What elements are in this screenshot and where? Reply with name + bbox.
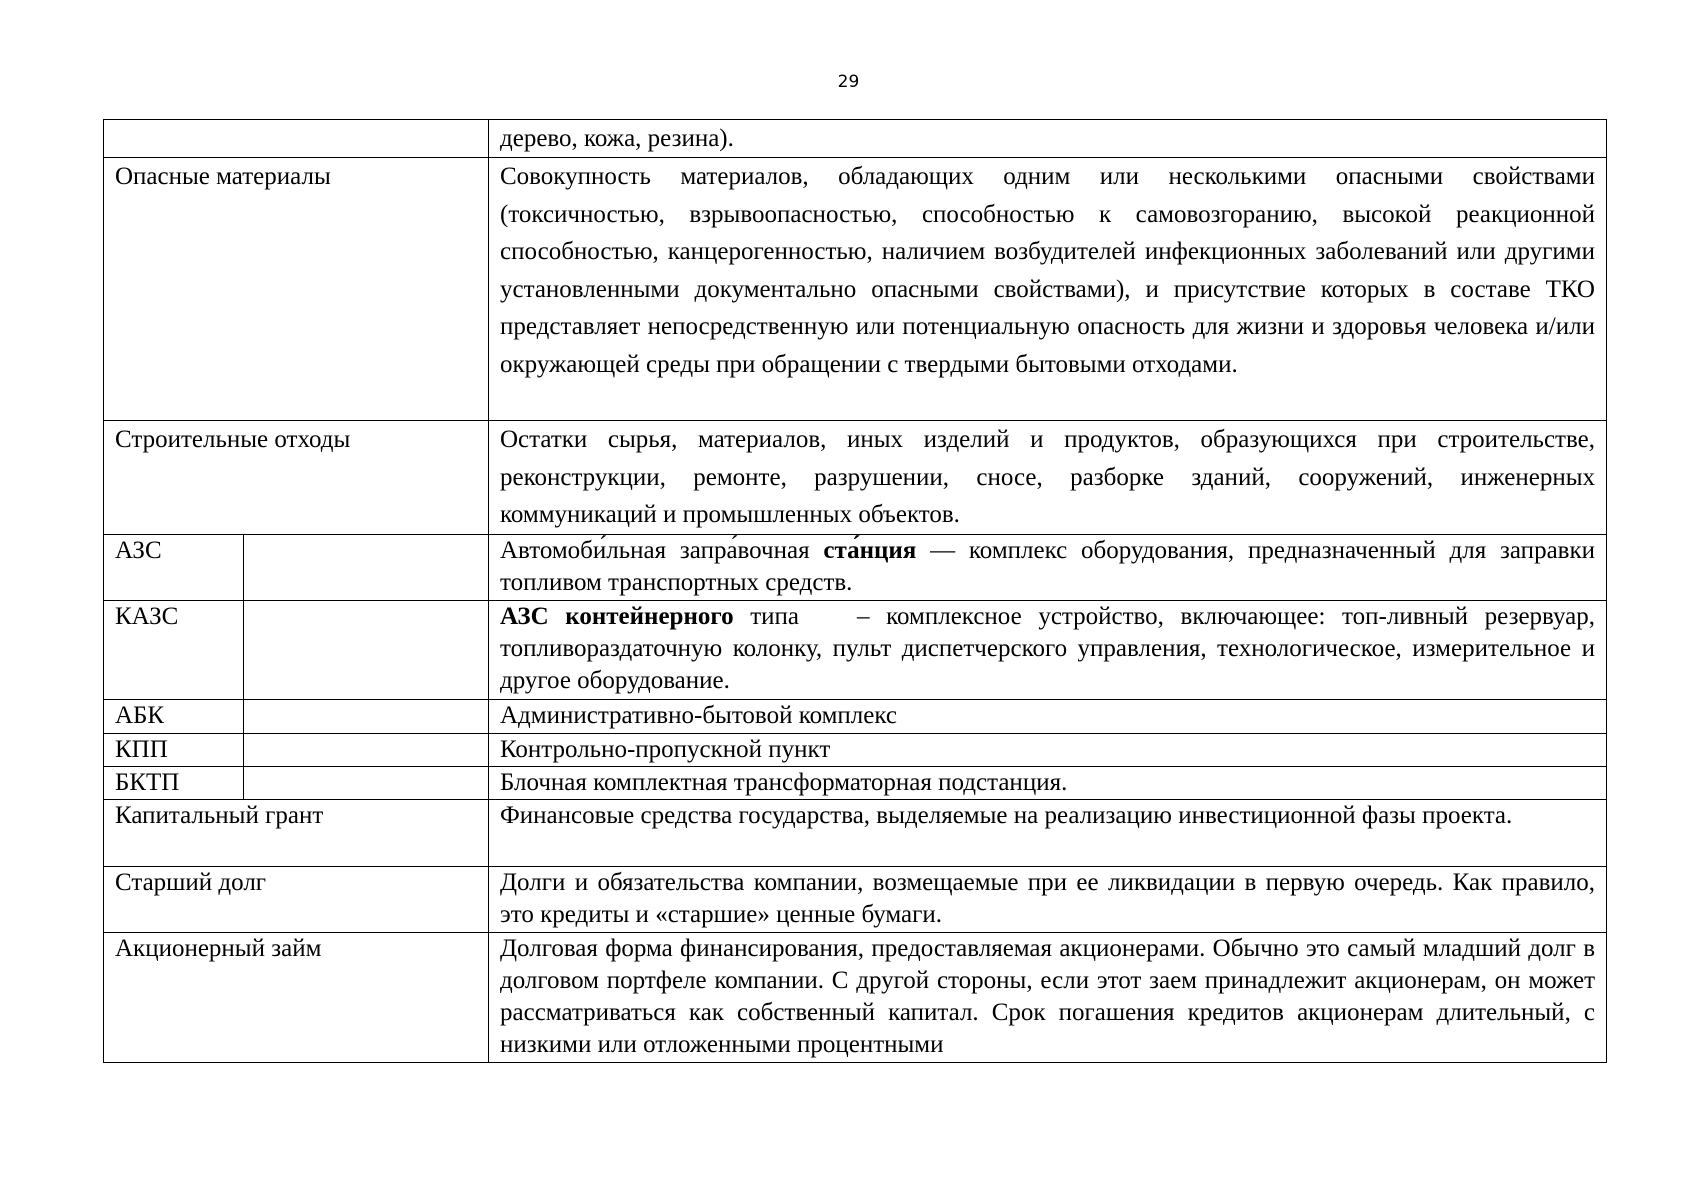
table-row	[104, 120, 1607, 158]
definition-bold-text: АЗС контейнерного	[500, 603, 734, 630]
term-cell: Строительные отходы	[104, 421, 489, 535]
definition-bold-text: ста́нция	[823, 537, 917, 564]
definition-cell	[489, 601, 1607, 700]
term-cell: БКТП	[104, 767, 244, 800]
definition-cell: Контрольно-пропускной пункт	[489, 734, 1607, 767]
term-cell	[104, 120, 489, 158]
empty-cell	[244, 700, 489, 734]
empty-cell	[244, 734, 489, 767]
empty-cell	[244, 601, 489, 700]
term-cell: Опасные материалы	[104, 158, 489, 421]
definition-cell: Финансовые средства государства, выделяемые на реализацию инвестиционной фазы проекта.	[489, 800, 1607, 867]
page-number: 29	[837, 72, 860, 92]
definition-cell: Долги и обязательства компании, возмещаемые при ее ликвидации в первую очередь. Как правило, это кредиты и «старшие» ценные бумаги.	[489, 867, 1607, 933]
table-row	[104, 700, 1607, 734]
table-row	[104, 601, 1607, 700]
table-row	[104, 767, 1607, 800]
term-cell: Акционерный займ	[104, 933, 489, 1063]
definition-cell: Долговая форма финансирования, предоставляемая акционерами. Обычно это самый младший долг в долговом портфеле компании. С другой стороны, если этот заем принадлежит акционерам, он может рассматриваться как собственный капитал. Срок погашения кредитов акционерам длительный, с низкими или отложенными процентными	[489, 933, 1607, 1063]
term-cell: АЗС	[104, 535, 244, 601]
definition-text: типа	[733, 603, 800, 630]
table-row	[104, 734, 1607, 767]
definition-text: — комплекс оборудования, предназначенный для заправки топливом транспортных средств.	[500, 537, 1595, 596]
definition-cell: Административно-бытовой комплекс	[489, 700, 1607, 734]
empty-cell	[244, 535, 489, 601]
definition-cell: Блочная комплектная трансформаторная подстанция.	[489, 767, 1607, 800]
definition-text: Автомоби́льная запра́вочная	[500, 537, 824, 564]
definition-cell: Совокупность материалов, обладающих одним или несколькими опасными свойствами (токсичностью, взрывоопасностью, способностью к самовозгоранию, высокой реакционной способностью, канцерогенностью, наличием возбудителей инфекционных заболеваний или другими установленными документально опасными свойствами), и присутствие которых в составе ТКО представляет непосредственную или потенциальную опасность для жизни и здоровья человека и/или окружающей среды при обращении с твердыми бытовыми отходами.	[489, 158, 1607, 421]
table-row	[104, 933, 1607, 1063]
empty-cell	[244, 767, 489, 800]
table-row	[104, 158, 1607, 421]
term-cell: КПП	[104, 734, 244, 767]
term-cell: Капитальный грант	[104, 800, 489, 867]
table-row	[104, 867, 1607, 933]
definition-cell: дерево, кожа, резина).	[489, 120, 1607, 158]
table-row	[104, 421, 1607, 535]
definition-cell	[489, 535, 1607, 601]
term-cell: АБК	[104, 700, 244, 734]
definition-text: – комплексное устройство, включающее: топ-ливный резервуар, топливораздаточную колонку, пульт диспетчерского управления, технологическое, измерительное и другое оборудование.	[500, 603, 1596, 694]
glossary-table	[103, 119, 1607, 1063]
term-cell: Старший долг	[104, 867, 489, 933]
table-row	[104, 535, 1607, 601]
term-cell: КАЗС	[104, 601, 244, 700]
table-row	[104, 800, 1607, 867]
definition-cell: Остатки сырья, материалов, иных изделий и продуктов, образующихся при строительстве, реконструкции, ремонте, разрушении, сносе, разборке зданий, сооружений, инженерных коммуникаций и промышленных объектов.	[489, 421, 1607, 535]
